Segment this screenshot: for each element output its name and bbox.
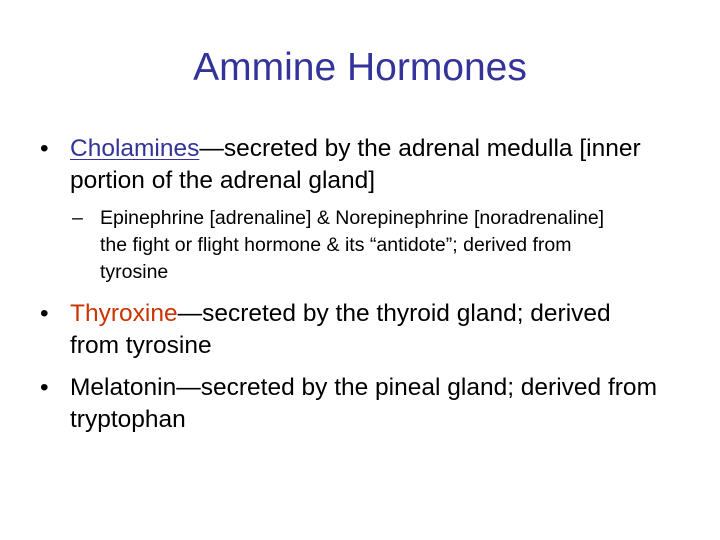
slide-title: Ammine Hormones xyxy=(193,46,527,89)
term-cholamines: Cholamines xyxy=(70,135,200,162)
bullet-rest-text: —secreted by the adrenal medulla [inner portion of the adrenal gland] xyxy=(70,135,641,194)
bullet-item-thyroxine xyxy=(40,298,640,362)
sub-bullet-text: Epinephrine [adrenaline] & Norepinephrine [noradrenaline] the fight or flight hormone & its “antidote”; derived from tyrosine xyxy=(100,207,605,283)
bullet-text: Melatonin—secreted by the pineal gland; derived from tryptophan xyxy=(70,374,657,433)
bullet-item-cholamines xyxy=(40,133,680,197)
bullet-marker: • xyxy=(40,374,49,401)
bullet-item-melatonin xyxy=(40,372,690,436)
bullet-marker: • xyxy=(40,300,49,327)
sub-bullet-marker: – xyxy=(72,207,83,229)
sub-bullet-item-epinephrine xyxy=(72,205,632,286)
term-thyroxine: Thyroxine xyxy=(70,300,178,327)
bullet-text xyxy=(40,298,640,362)
bullet-text xyxy=(40,133,680,197)
bullet-marker: • xyxy=(40,135,49,162)
bullet-rest-text: —secreted by the thyroid gland; derived from tyrosine xyxy=(70,300,611,359)
